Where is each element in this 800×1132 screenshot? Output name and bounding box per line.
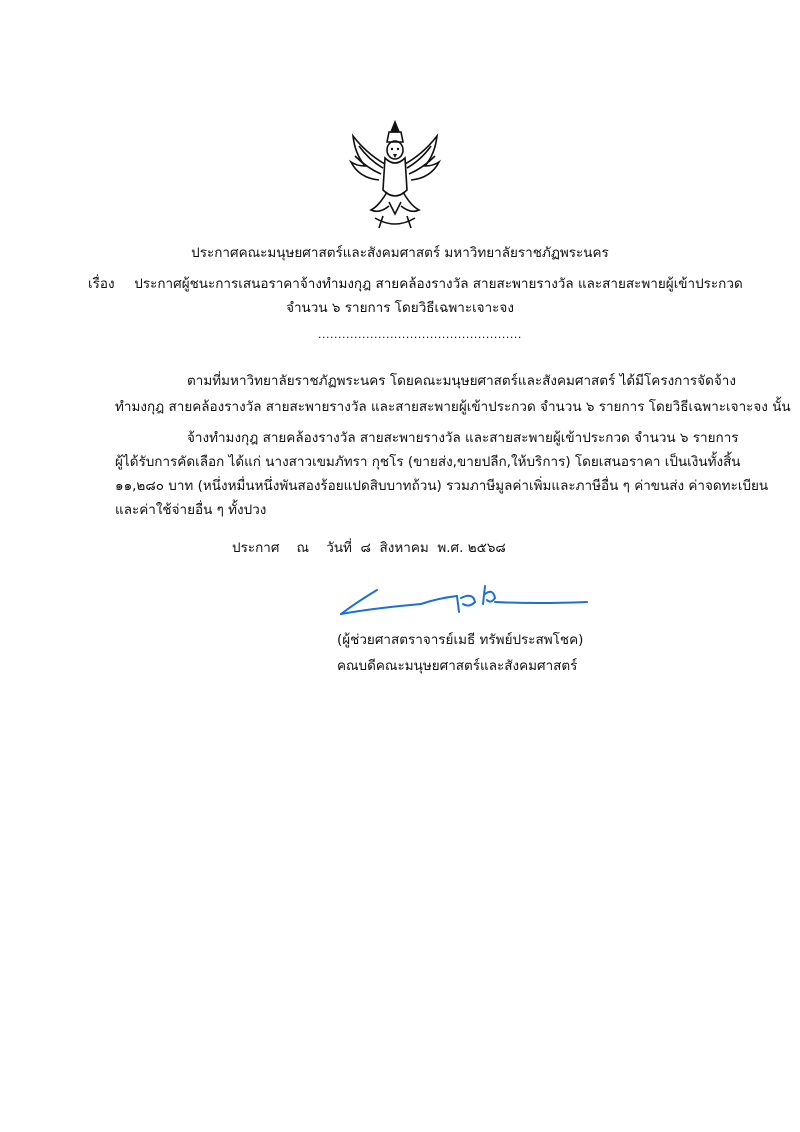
subject-line <box>88 274 743 294</box>
garuda-emblem-icon <box>345 118 445 236</box>
para2-line4: และค่าใช้จ่ายอื่น ๆ ทั้งปวง <box>115 502 267 518</box>
para2-line1: จ้างทำมงกุฎ สายคล้องรางวัล สายสะพายรางวัล และสายสะพายผู้เข้าประกวด จำนวน ๖ รายการ <box>187 430 739 446</box>
announcement-date: ประกาศ ณ วันที่ ๘ สิงหาคม พ.ศ. ๒๕๖๘ <box>232 540 506 556</box>
announcement-office: ประกาศคณะมนุษยศาสตร์และสังคมศาสตร์ มหาวิทยาลัยราชภัฏพระนคร <box>191 245 609 261</box>
para1-line1: ตามที่มหาวิทยาลัยราชภัฏพระนคร โดยคณะมนุษยศาสตร์และสังคมศาสตร์ ได้มีโครงการจัดจ้าง <box>187 373 736 389</box>
para2-line3: ๑๑,๒๘๐ บาท (หนึ่งหมื่นหนึ่งพันสองร้อยแปดสิบบาทถ้วน) รวมภาษีมูลค่าเพิ่มและภาษีอื่น ๆ ค่าขนส่ง ค่าจดทะเบียน <box>115 478 769 494</box>
subject-line-2: จำนวน ๖ รายการ โดยวิธีเฉพาะเจาะจง <box>286 300 514 316</box>
subject-text: ประกาศผู้ชนะการเสนอราคาจ้างทำมงกุฎ สายคล้องรางวัล สายสะพายรางวัล และสายสะพายผู้เข้าประกวด <box>134 276 743 292</box>
signatory-name: (ผู้ช่วยศาสตราจารย์เมธี ทรัพย์ประสพโชค) <box>337 632 584 648</box>
separator-dots: ................................................... <box>318 328 522 341</box>
para2-line2: ผู้ได้รับการคัดเลือก ได้แก่ นางสาวเขมภัทรา กุชโร (ขายส่ง,ขายปลีก,ให้บริการ) โดยเสนอราคา เป็นเงินทั้งสิ้น <box>115 454 741 470</box>
signatory-position: คณบดีคณะมนุษยศาสตร์และสังคมศาสตร์ <box>337 658 578 674</box>
handwritten-signature <box>335 568 595 623</box>
subject-label: เรื่อง <box>88 276 115 292</box>
para1-line2: ทำมงกุฎ สายคล้องรางวัล สายสะพายรางวัล และสายสะพายผู้เข้าประกวด จำนวน ๖ รายการ โดยวิธีเฉพาะเจาะจง นั้น <box>115 399 791 415</box>
